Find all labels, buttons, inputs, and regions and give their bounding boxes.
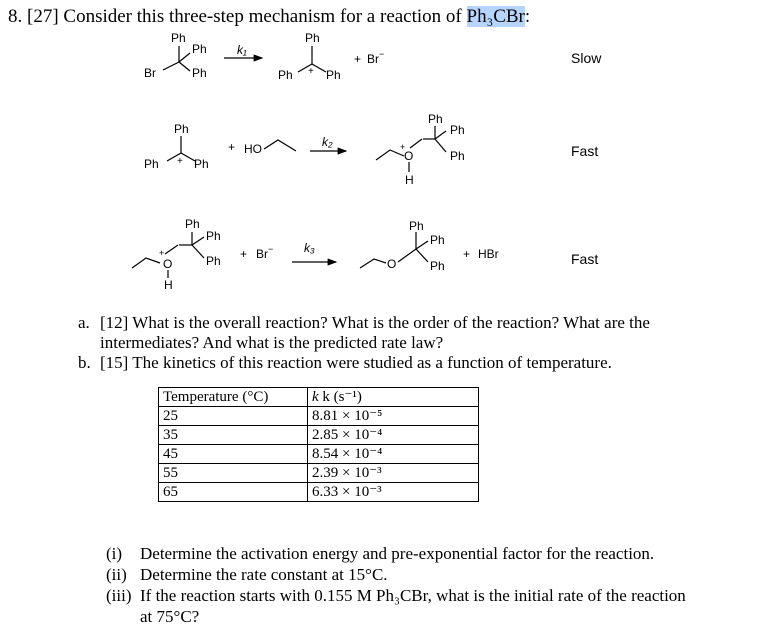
step2-plus: + xyxy=(228,140,236,154)
step3-reactant xyxy=(132,232,204,278)
subquestion-i-text: Determine the activation energy and pre-exponential factor for the reaction. xyxy=(140,544,655,563)
step1-bromide: Br− xyxy=(367,49,385,66)
step3-oxonium-o: O xyxy=(163,257,173,271)
mechanism-diagram xyxy=(0,0,759,300)
step1-ph-top-2: Ph xyxy=(305,31,320,45)
step3-rate: Fast xyxy=(571,251,599,267)
subquestion-iii-cont: at 75°C? xyxy=(140,607,200,626)
step3-ph-right-top-2: Ph xyxy=(430,233,445,247)
part-a xyxy=(78,313,650,333)
table-row xyxy=(159,483,479,502)
subquestion-i xyxy=(106,543,655,564)
step3-oxonium-h: H xyxy=(164,278,173,292)
step2-ph-top-2: Ph xyxy=(428,112,443,126)
step3-ph-top: Ph xyxy=(185,217,200,231)
step2-oxonium-charge: + xyxy=(400,142,406,152)
table-row xyxy=(159,407,479,426)
step2-k-label: k₂ xyxy=(322,135,333,149)
step1-k-label: k₁ xyxy=(237,43,247,57)
subquestion-ii-text: Determine the rate constant at 15°C. xyxy=(140,565,388,584)
step3-plus-2: + xyxy=(463,247,471,261)
part-b-text: [15] The kinetics of this reaction were studied as a function of temperature. xyxy=(100,353,612,372)
cell-k: 8.54 × 10⁻⁴ xyxy=(308,445,479,464)
step1-plus: + xyxy=(354,52,362,66)
part-a-label: a. xyxy=(78,313,90,332)
step1-rate: Slow xyxy=(571,50,602,66)
table-header-row xyxy=(159,388,479,407)
step2-ph-right: Ph xyxy=(194,157,209,171)
cell-k: 2.85 × 10⁻⁴ xyxy=(308,426,479,445)
table-row xyxy=(159,426,479,445)
step2-cation-charge: + xyxy=(177,156,183,167)
subquestion-iii xyxy=(106,585,686,606)
step1-ph-right-top: Ph xyxy=(192,42,207,56)
part-b xyxy=(78,353,612,373)
cell-temp: 35 xyxy=(159,426,308,445)
step3-hbr: HBr xyxy=(478,247,499,261)
step2-rate: Fast xyxy=(571,143,599,159)
cell-temp: 45 xyxy=(159,445,308,464)
step2-ph-right-bottom-2: Ph xyxy=(450,149,465,163)
step1-ph-top: Ph xyxy=(171,31,186,45)
step1-cation-charge: + xyxy=(308,66,314,77)
cell-temp: 55 xyxy=(159,464,308,483)
step3-ether-o: O xyxy=(387,257,397,271)
header-rate-constant: k k (s⁻¹) xyxy=(308,388,479,407)
subquestion-iii-text: If the reaction starts with 0.155 M Ph₃CBr, what is the initial rate of the reaction xyxy=(140,586,686,605)
step2-ph-left: Ph xyxy=(144,157,159,171)
question-number: 8. xyxy=(8,6,23,27)
step2-ph-right-top-2: Ph xyxy=(450,123,465,137)
cell-temp: 25 xyxy=(159,407,308,426)
question-colon: : xyxy=(524,6,531,27)
cell-k: 2.39 × 10⁻³ xyxy=(308,464,479,483)
step3-plus: + xyxy=(240,247,248,261)
step3-ph-top-2: Ph xyxy=(409,219,424,233)
cell-k: 8.81 × 10⁻⁵ xyxy=(308,407,479,426)
step3-oxonium-charge: + xyxy=(159,248,165,258)
cell-k: 6.33 × 10⁻³ xyxy=(308,483,479,502)
question-text: Consider this three-step mechanism for a reaction of xyxy=(63,6,462,27)
subquestion-i-num: (i) xyxy=(106,544,123,563)
step3-k-label: k₃ xyxy=(304,241,315,255)
question-points: [27] xyxy=(27,6,59,27)
table-row xyxy=(159,445,479,464)
subquestion-ii-num: (ii) xyxy=(106,565,127,584)
part-a-line2: intermediates? And what is the predicted rate law? xyxy=(100,333,444,352)
step2-ho: HO xyxy=(244,142,262,156)
step1-ph-right-2: Ph xyxy=(326,68,341,82)
step2-ethyl-chain xyxy=(264,140,296,151)
kinetics-table xyxy=(158,387,479,502)
cell-temp: 65 xyxy=(159,483,308,502)
step3-ph-right-top: Ph xyxy=(206,229,221,243)
part-a-line1: [12] What is the overall reaction? What is the order of the reaction? What are the xyxy=(100,313,650,332)
step2-oxonium-h: H xyxy=(405,173,414,187)
header-temperature: Temperature (°C) xyxy=(159,388,308,407)
step1-ph-right-bottom: Ph xyxy=(192,66,207,80)
step3-ph-right-bottom: Ph xyxy=(206,254,221,268)
subquestion-iii-num: (iii) xyxy=(106,586,132,605)
table-row xyxy=(159,464,479,483)
step1-reactant xyxy=(163,46,190,71)
step3-ph-right-bottom-2: Ph xyxy=(430,259,445,273)
part-b-label: b. xyxy=(78,353,91,372)
subquestion-ii xyxy=(106,564,388,585)
step2-ph-top: Ph xyxy=(174,122,189,136)
step1-br-left: Br xyxy=(144,66,156,80)
step1-ph-left-2: Ph xyxy=(278,68,293,82)
step2-oxonium-o: O xyxy=(404,149,414,163)
highlighted-reactant[interactable]: Ph₃CBr xyxy=(466,6,525,27)
step3-bromide: Br− xyxy=(256,244,274,261)
